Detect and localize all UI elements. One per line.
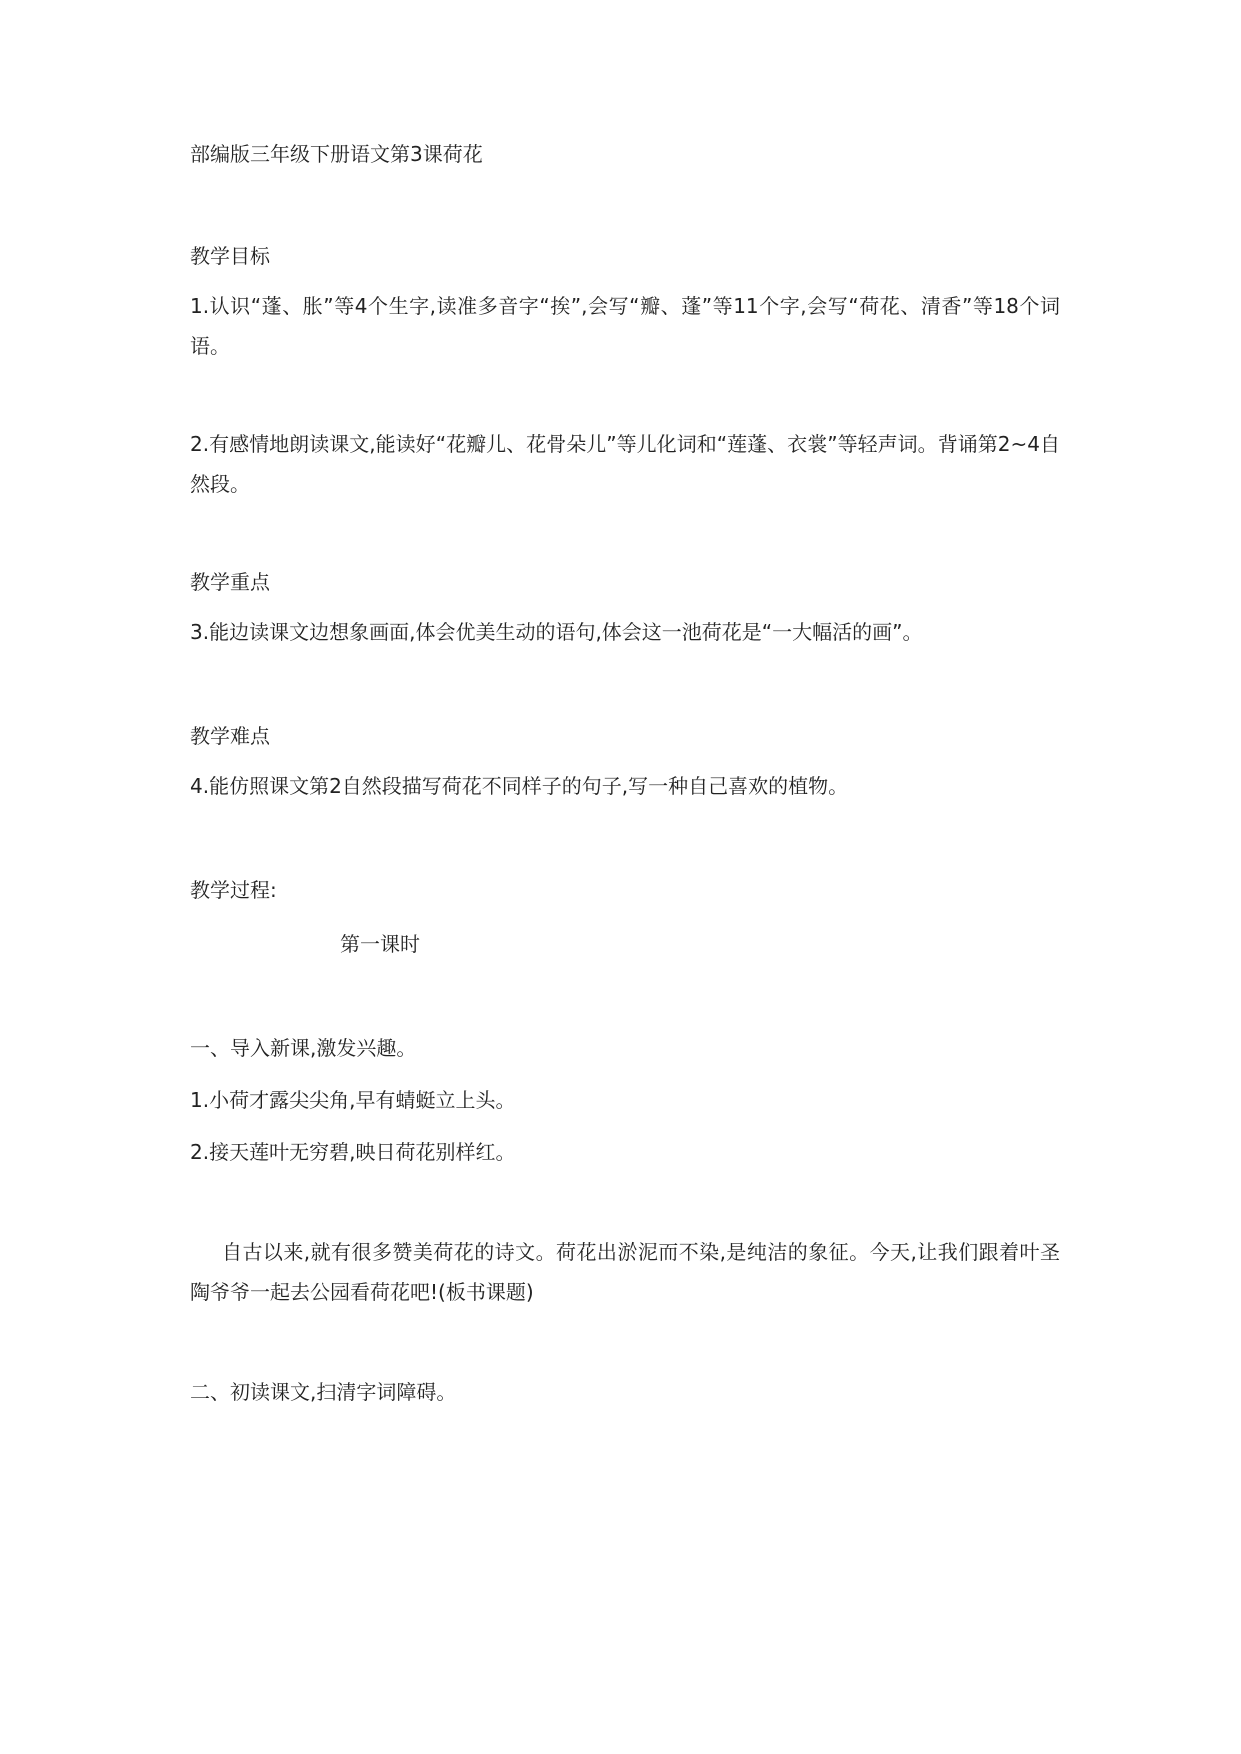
- difficulty-4: 4.能仿照课文第2自然段描写荷花不同样子的句子,写一种自己喜欢的植物。: [190, 774, 849, 798]
- objective-1: 1.认识“蓬、胀”等4个生字,读准多音字“挨”,会写“瓣、蓬”等11个字,会写“荷花、清香”等18个词语。: [190, 294, 1060, 358]
- poem-line-1: 1.小荷才露尖尖角,早有蜻蜓立上头。: [190, 1088, 516, 1112]
- section-two-heading: 二、初读课文,扫清字词障碍。: [190, 1380, 457, 1404]
- objective-2: 2.有感情地朗读课文,能读好“花瓣儿、花骨朵儿”等儿化词和“莲蓬、衣裳”等轻声词。背诵第2~4自然段。: [190, 432, 1060, 496]
- key-point-3: 3.能边读课文边想象画面,体会优美生动的语句,体会这一池荷花是“一大幅活的画”。: [190, 620, 923, 644]
- poem-line-2: 2.接天莲叶无穷碧,映日荷花别样红。: [190, 1140, 516, 1164]
- intro-paragraph: 自古以来,就有很多赞美荷花的诗文。荷花出淤泥而不染,是纯洁的象征。今天,让我们跟着叶圣陶爷爷一起去公园看荷花吧!(板书课题): [190, 1240, 1060, 1304]
- objectives-heading: 教学目标: [190, 244, 270, 268]
- difficulties-heading: 教学难点: [190, 724, 270, 748]
- process-heading: 教学过程:: [190, 878, 277, 902]
- section-one-heading: 一、导入新课,激发兴趣。: [190, 1036, 417, 1060]
- lesson-label: 第一课时: [340, 932, 420, 956]
- document-title: 部编版三年级下册语文第3课荷花: [190, 142, 483, 166]
- key-points-heading: 教学重点: [190, 570, 270, 594]
